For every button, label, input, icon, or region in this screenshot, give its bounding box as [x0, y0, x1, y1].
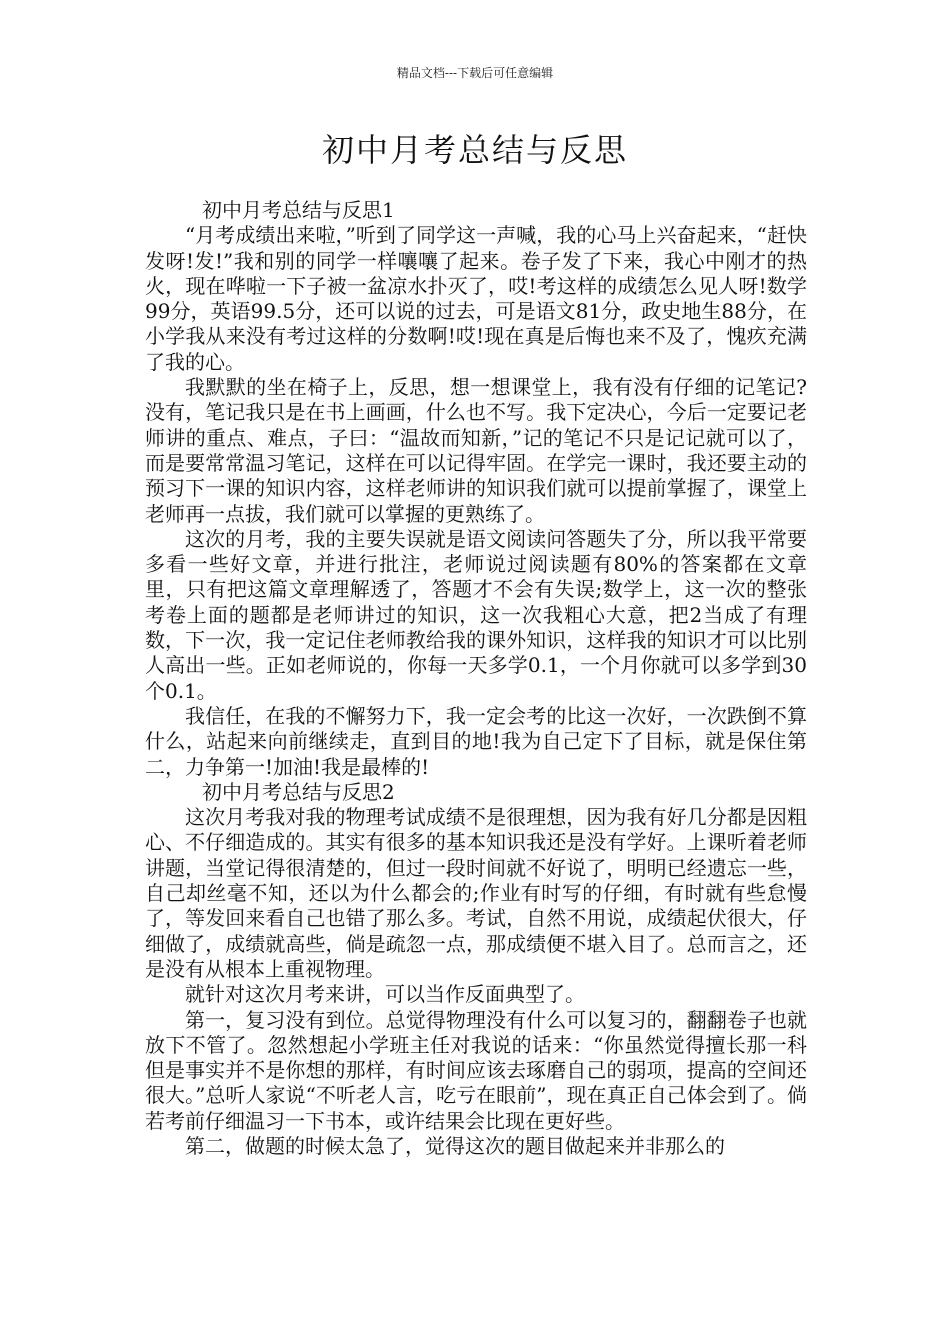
paragraph: 我信任，在我的不懈努力下，我一定会考的比这一次好，一次跌倒不算什么，站起来向前继续走，直到目的地!我为自己定下了目标，就是保住第二，力争第一!加油!我是最棒的!: [145, 703, 807, 779]
paragraph: 这次的月考，我的主要失误就是语文阅读问答题失了分，所以我平常要多看一些好文章，并进行批注，老师说过阅读题有80%的答案都在文章里，只有把这篇文章理解透了，答题才不会有失误;数学上，这一次的整张考卷上面的题都是老师讲过的知识，这一次我粗心大意，把2当成了有理数，下一次，我一定记住老师教给我的课外知识，这样我的知识才可以比别人高出一些。正如老师说的，你每一天多学0.1，一个月你就可以多学到30个0.1。: [145, 526, 807, 703]
paragraph: 就针对这次月考来讲，可以当作反面典型了。: [185, 982, 585, 1007]
paragraph: 我默默的坐在椅子上，反思，想一想课堂上，我有没有仔细的记笔记?没有，笔记我只是在书上画画，什么也不写。我下定决心，今后一定要记老师讲的重点、难点，子曰：“温故而知新，”记的笔记不只是记记就可以了，而是要常常温习笔记，这样在可以记得牢固。在学完一课时，我还要主动的预习下一课的知识内容，这样老师讲的知识我们就可以提前掌握了，课堂上老师再一点拔，我们就可以掌握的更熟练了。: [145, 375, 807, 526]
section-heading: 初中月考总结与反思1: [202, 198, 395, 222]
document-title: 初中月考总结与反思: [321, 131, 628, 169]
document-body: [145, 198, 807, 1159]
header-note: 精品文档---下载后可任意编辑: [396, 66, 554, 80]
paragraph: “月考成绩出来啦，”听到了同学这一声喊，我的心马上兴奋起来，“赶快发呀!发!”我和别的同学一样嚷嚷了起来。卷子发了下来，我心中刚才的热火，现在哗啦一下子被一盆凉水扑灭了，哎!考这样的成绩怎么见人呀!数学99分，英语99.5分，还可以说的过去，可是语文81分，政史地生88分，在小学我从来没有考过这样的分数啊!哎!现在真是后悔也来不及了，愧疚充满了我的心。: [145, 223, 807, 374]
section-heading: 初中月考总结与反思2: [202, 779, 395, 804]
paragraph: 第一，复习没有到位。总觉得物理没有什么可以复习的，翻翻卷子也就放下不管了。忽然想起小学班主任对我说的话来：“你虽然觉得擅长那一科但是事实并不是你想的那样，有时间应该去琢磨自己的弱项，提高的空间还很大。”总听人家说“不听老人言，吃亏在眼前”，现在真正自己体会到了。倘若考前仔细温习一下书本，或许结果会比现在更好些。: [145, 1007, 807, 1133]
paragraph: 这次月考我对我的物理考试成绩不是很理想，因为我有好几分都是因粗心、不仔细造成的。其实有很多的基本知识我还是没有学好。上课听着老师讲题，当堂记得很清楚的，但过一段时间就不好说了，明明已经遗忘一些，自己却丝毫不知，还以为什么都会的;作业有时写的仔细，有时就有些怠慢了，等发回来看自己也错了那么多。考试，自然不用说，成绩起伏很大，仔细做了，成绩就高些，倘是疏忽一点，那成绩便不堪入目了。总而言之，还是没有从根本上重视物理。: [145, 805, 807, 981]
paragraph: 第二，做题的时候太急了，觉得这次的题目做起来并非那么的: [185, 1133, 725, 1158]
